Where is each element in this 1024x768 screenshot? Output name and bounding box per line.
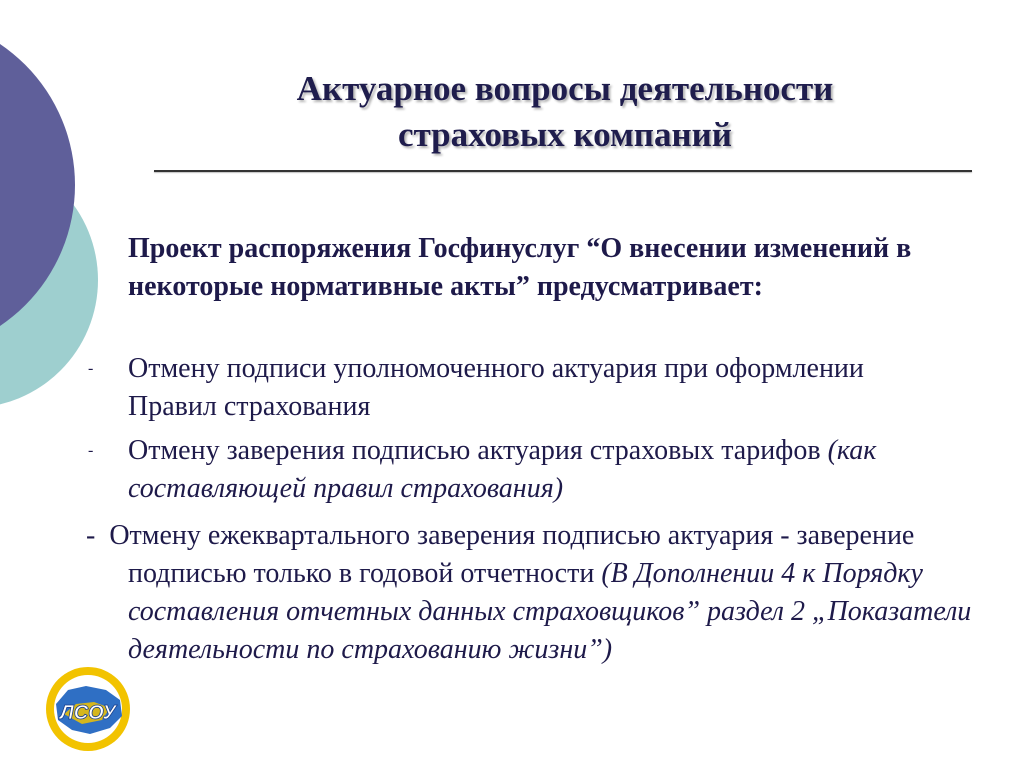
bullet-marker-2: - (88, 442, 94, 459)
intro-paragraph: Проект распоряжения Госфинуслуг “О внесении изменений в некоторые нормативные акты” предусматривает: (128, 233, 912, 302)
bullet-item-2 (88, 432, 928, 508)
bullet-italic-2: (как составляющей правил страхования) (128, 435, 877, 504)
bullet-text-3: Отмену ежеквартального заверения подписью актуария - заверение подписью только в годовой отчетности (109, 520, 915, 589)
bullet-italic-3: (В Дополнении 4 к Порядку составления отчетных данных страховщиков” раздел 2 „Показатели деятельности по страхованию жизни”) (128, 558, 972, 665)
bullet-item-3 (86, 517, 1024, 669)
title-line-2: страховых компаний (398, 115, 732, 154)
logo-text: ЛСОУ (59, 702, 117, 724)
bullet-item-1 (88, 350, 928, 426)
bullet-text-1: Отмену подписи уполномоченного актуария при оформлении Правил страхования (128, 353, 864, 422)
bullet-text-2: Отмену заверения подписью актуария страховых тарифов (128, 435, 821, 466)
lsou-logo-icon (42, 664, 134, 754)
bullet-marker-1: - (88, 360, 94, 377)
bullet-marker-3: - (86, 520, 96, 551)
title-line-1: Актуарное вопросы деятельности (296, 69, 834, 108)
